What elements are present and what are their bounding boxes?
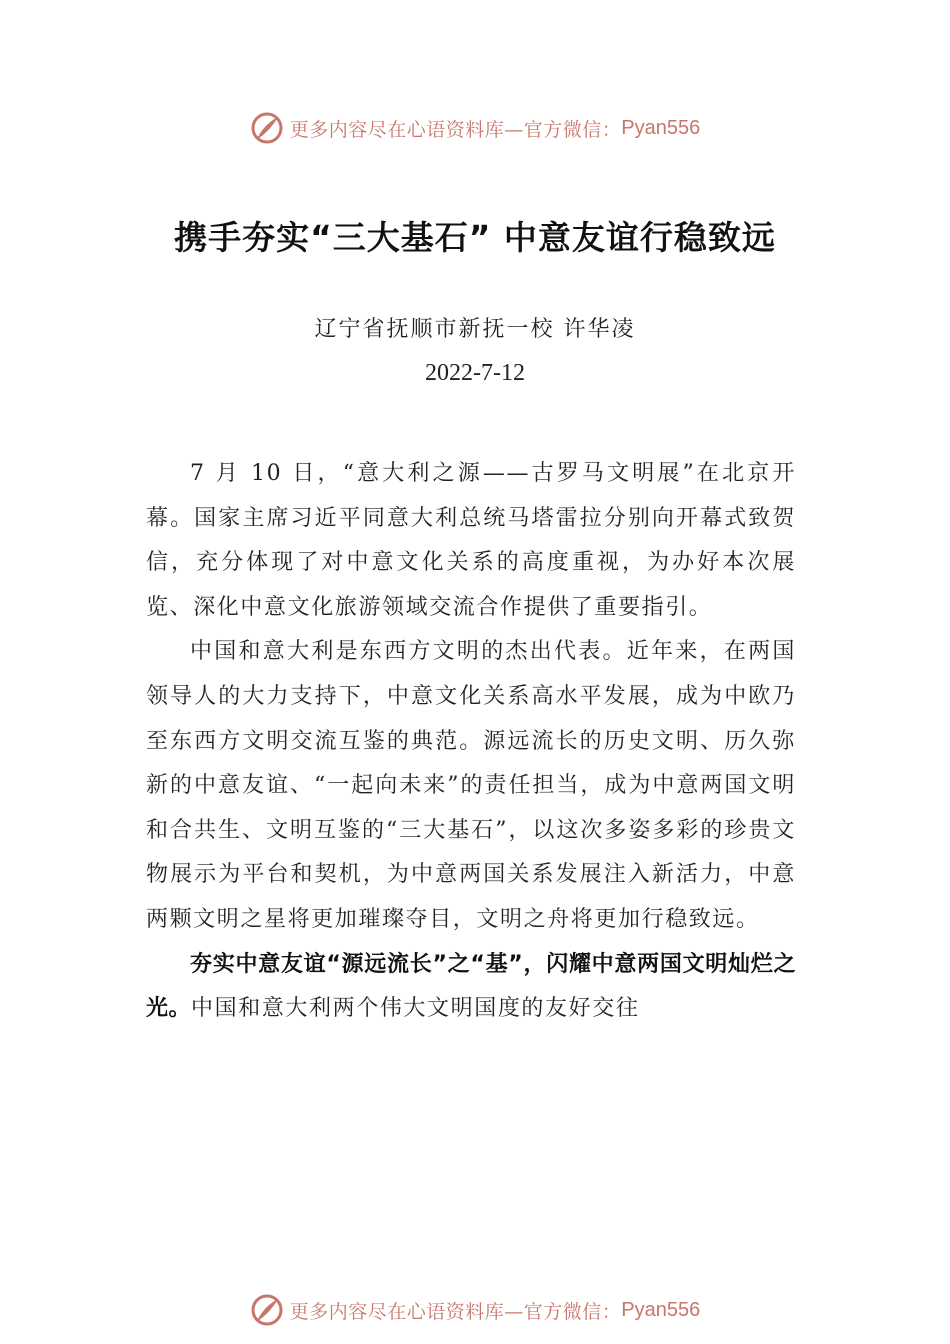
paragraph-1: 7 月 10 日，“意大利之源——古罗马文明展”在北京开幕。国家主席习近平同意大利总统马塔雷拉分别向开幕式致贺信，充分体现了对中意文化关系的高度重视，为办好本次展览、深化中意文化旅游领域交流合作提供了重要指引。: [146, 461, 796, 620]
paragraph-3-text: 中国和意大利两个伟大文明国度的友好交往: [191, 996, 640, 1022]
quill-logo-icon: [250, 1293, 284, 1327]
watermark-text: 更多内容尽在心语资料库—官方微信：: [289, 118, 622, 141]
paragraph-3-lead: 夯实中意友谊“源远流长”之“基”，闪耀中意两国文明灿烂之光。: [146, 951, 796, 1022]
watermark-header: [0, 108, 950, 148]
article-date: 2022-7-12: [425, 360, 525, 386]
quill-logo-icon: [250, 111, 284, 145]
watermark-wechat-id: Pyan556: [621, 1298, 701, 1321]
watermark-wechat-id: Pyan556: [621, 116, 701, 139]
watermark-text: 更多内容尽在心语资料库—官方微信：: [289, 1300, 622, 1323]
paragraph-3: [146, 943, 796, 1032]
article-author: 辽宁省抚顺市新抚一校 许华凌: [314, 317, 636, 342]
article-body: [146, 452, 796, 1032]
paragraph-2: 中国和意大利是东西方文明的杰出代表。近年来，在两国领导人的大力支持下，中意文化关系高水平发展，成为中欧乃至东西方文明交流互鉴的典范。源远流长的历史文明、历久弥新的中意友谊、“一起向未来”的责任担当，成为中意两国文明和合共生、文明互鉴的“三大基石”，以这次多姿多彩的珍贵文物展示为平台和契机，为中意两国关系发展注入新活力，中意两颗文明之星将更加璀璨夺目，文明之舟将更加行稳致远。: [146, 639, 796, 932]
watermark-footer: [0, 1290, 950, 1330]
article-title: 携手夯实“三大基石” 中意友谊行稳致远: [174, 218, 776, 257]
